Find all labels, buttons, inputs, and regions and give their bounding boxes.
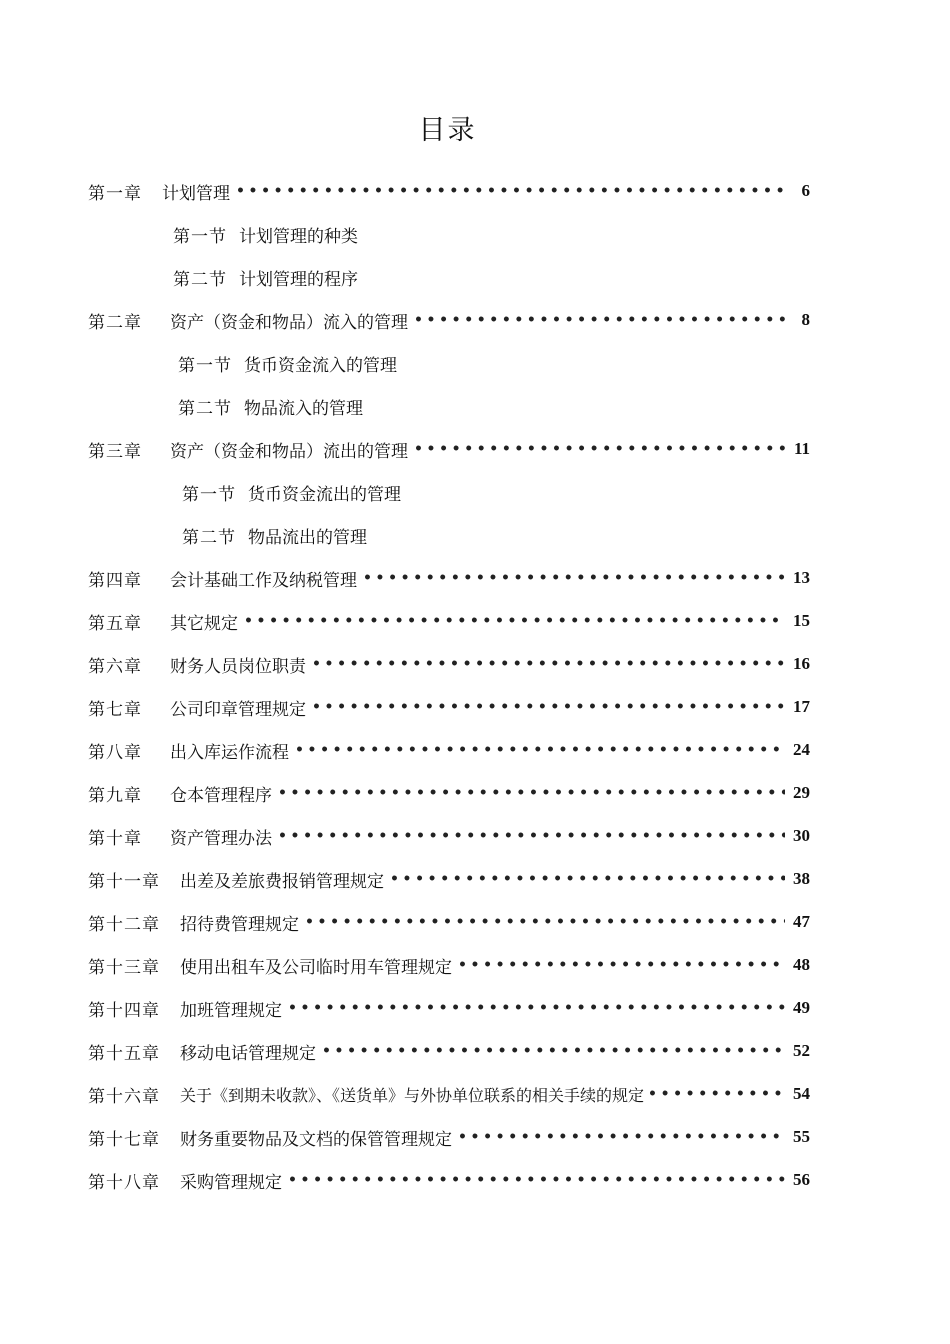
- toc-entry-chapter-4[interactable]: [88, 563, 810, 593]
- chapter-title: 出差及差旅费报销管理规定: [180, 871, 384, 892]
- section-title: 计划管理的程序: [239, 269, 358, 290]
- chapter-label: 第一章: [88, 183, 142, 204]
- chapter-title: 出入库运作流程: [170, 742, 289, 763]
- toc-section-2-2[interactable]: [178, 391, 363, 421]
- page-number: 56: [793, 1170, 810, 1189]
- chapter-title: 计划管理: [162, 183, 230, 204]
- chapter-label: 第十三章: [88, 957, 160, 978]
- page-number: 15: [793, 611, 810, 630]
- dot-leader: [648, 1079, 787, 1109]
- toc-entry-chapter-3[interactable]: [88, 434, 810, 464]
- chapter-label: 第十四章: [88, 1000, 160, 1021]
- dot-leader: [236, 176, 788, 206]
- dot-leader: [414, 305, 788, 335]
- chapter-label: 第十一章: [88, 871, 160, 892]
- chapter-title: 移动电话管理规定: [180, 1043, 316, 1064]
- chapter-label: 第十二章: [88, 914, 160, 935]
- toc-section-3-2[interactable]: [182, 520, 367, 550]
- page-number: 16: [793, 654, 810, 673]
- toc-entry-chapter-11[interactable]: [88, 864, 810, 894]
- chapter-title: 采购管理规定: [180, 1172, 282, 1193]
- chapter-label: 第十六章: [88, 1086, 160, 1107]
- chapter-label: 第十章: [88, 828, 142, 849]
- dot-leader: [390, 864, 785, 894]
- page-number: 54: [793, 1084, 810, 1103]
- toc-entry-chapter-8[interactable]: [88, 735, 810, 765]
- chapter-title: 关于《到期未收款》、《送货单》与外协单位联系的相关手续的规定: [180, 1085, 645, 1105]
- chapter-title: 资产（资金和物品）流出的管理: [170, 441, 408, 462]
- toc-entry-chapter-6[interactable]: [88, 649, 810, 679]
- toc-entry-chapter-9[interactable]: [88, 778, 810, 808]
- dot-leader: [278, 821, 785, 851]
- toc-section-1-2[interactable]: [173, 262, 358, 292]
- dot-leader: [363, 563, 785, 593]
- chapter-title: 使用出租车及公司临时用车管理规定: [180, 957, 452, 978]
- chapter-label: 第二章: [88, 312, 142, 333]
- chapter-title: 资产（资金和物品）流入的管理: [170, 312, 408, 333]
- page-number: 29: [793, 783, 810, 802]
- chapter-title: 财务人员岗位职责: [170, 656, 306, 677]
- toc-entry-chapter-10[interactable]: [88, 821, 810, 851]
- chapter-title: 仓本管理程序: [170, 785, 272, 806]
- toc-entry-chapter-7[interactable]: [88, 692, 810, 722]
- toc-entry-chapter-18[interactable]: [88, 1165, 810, 1195]
- dot-leader: [295, 735, 785, 765]
- page-number: 11: [793, 439, 810, 458]
- page-number: 48: [793, 955, 810, 974]
- page-number: 38: [793, 869, 810, 888]
- toc-entry-chapter-14[interactable]: [88, 993, 810, 1023]
- toc-entry-chapter-13[interactable]: [88, 950, 810, 980]
- chapter-label: 第三章: [88, 441, 142, 462]
- toc-entry-chapter-15[interactable]: [88, 1036, 810, 1066]
- section-label: 第一节: [182, 484, 236, 505]
- page-number: 55: [793, 1127, 810, 1146]
- toc-entry-chapter-2[interactable]: [88, 305, 810, 335]
- toc-entry-chapter-16[interactable]: [88, 1079, 810, 1109]
- toc-section-2-1[interactable]: [178, 348, 397, 378]
- section-label: 第一节: [173, 226, 227, 247]
- chapter-label: 第十八章: [88, 1172, 160, 1193]
- chapter-label: 第十五章: [88, 1043, 160, 1064]
- page-number: 49: [793, 998, 810, 1017]
- chapter-title: 其它规定: [170, 613, 238, 634]
- dot-leader: [305, 907, 785, 937]
- page-number: 6: [801, 181, 810, 200]
- section-label: 第二节: [182, 527, 236, 548]
- toc-section-1-1[interactable]: [173, 219, 358, 249]
- chapter-label: 第七章: [88, 699, 142, 720]
- toc-entry-chapter-12[interactable]: [88, 907, 810, 937]
- dot-leader: [312, 692, 785, 722]
- dot-leader: [414, 434, 786, 464]
- section-title: 计划管理的种类: [239, 226, 358, 247]
- chapter-title: 财务重要物品及文档的保管管理规定: [180, 1129, 452, 1150]
- chapter-title: 招待费管理规定: [180, 914, 299, 935]
- page-number: 17: [793, 697, 810, 716]
- section-title: 货币资金流入的管理: [244, 355, 397, 376]
- dot-leader: [244, 606, 785, 636]
- toc-entry-chapter-1[interactable]: [88, 176, 810, 206]
- section-title: 货币资金流出的管理: [248, 484, 401, 505]
- page-number: 30: [793, 826, 810, 845]
- dot-leader: [458, 950, 785, 980]
- page-number: 24: [793, 740, 810, 759]
- page-number: 8: [801, 310, 810, 329]
- chapter-label: 第九章: [88, 785, 142, 806]
- section-label: 第二节: [173, 269, 227, 290]
- chapter-label: 第六章: [88, 656, 142, 677]
- section-label: 第二节: [178, 398, 232, 419]
- page-number: 52: [793, 1041, 810, 1060]
- toc-entry-chapter-17[interactable]: [88, 1122, 810, 1152]
- dot-leader: [322, 1036, 785, 1066]
- toc-entry-chapter-5[interactable]: [88, 606, 810, 636]
- chapter-label: 第四章: [88, 570, 142, 591]
- chapter-label: 第八章: [88, 742, 142, 763]
- chapter-title: 资产管理办法: [170, 828, 272, 849]
- chapter-label: 第五章: [88, 613, 142, 634]
- dot-leader: [458, 1122, 785, 1152]
- section-label: 第一节: [178, 355, 232, 376]
- dot-leader: [278, 778, 785, 808]
- dot-leader: [312, 649, 785, 679]
- chapter-title: 会计基础工作及纳税管理: [170, 570, 357, 591]
- chapter-title: 加班管理规定: [180, 1000, 282, 1021]
- section-title: 物品流出的管理: [248, 527, 367, 548]
- dot-leader: [288, 1165, 785, 1195]
- section-title: 物品流入的管理: [244, 398, 363, 419]
- chapter-label: 第十七章: [88, 1129, 160, 1150]
- toc-title: 目录: [418, 115, 477, 146]
- page-number: 47: [793, 912, 810, 931]
- chapter-title: 公司印章管理规定: [170, 699, 306, 720]
- page-number: 13: [793, 568, 810, 587]
- dot-leader: [288, 993, 785, 1023]
- toc-section-3-1[interactable]: [182, 477, 401, 507]
